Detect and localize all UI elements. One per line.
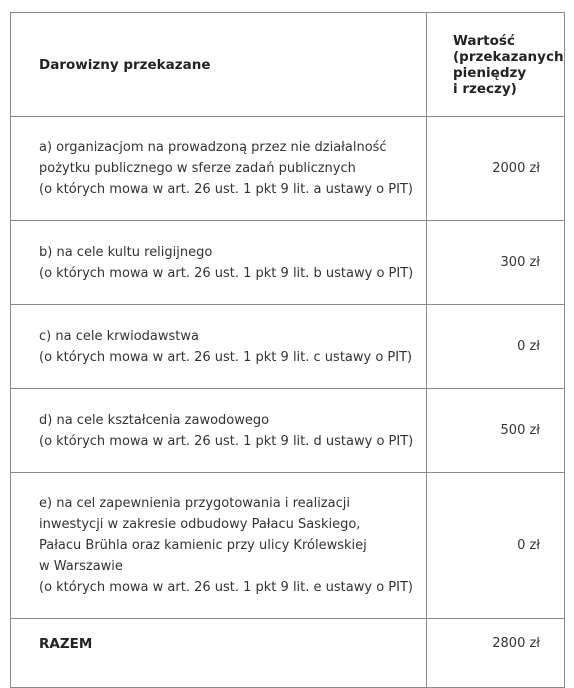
row-description xyxy=(11,389,427,473)
table-header-row xyxy=(11,13,565,117)
row-description-line: (o których mowa w art. 26 ust. 1 pkt 9 lit. d ustawy o PIT) xyxy=(39,433,414,449)
row-description-line: Pałacu Brühla oraz kamienic przy ulicy Królewskiej xyxy=(39,538,367,553)
table-row xyxy=(11,389,565,473)
row-description-line: c) na cele krwiodawstwa xyxy=(39,328,199,344)
table-row xyxy=(11,473,565,619)
row-description-line: w Warszawie xyxy=(39,559,123,574)
row-description xyxy=(11,473,427,619)
row-description-line: inwestycji w zakresie odbudowy Pałacu Saskiego, xyxy=(39,517,361,532)
row-description xyxy=(11,305,427,389)
donations-table xyxy=(10,12,565,688)
header-description: Darowizny przekazane xyxy=(11,13,427,117)
row-value: 2000 zł xyxy=(427,117,565,221)
row-description-line: (o których mowa w art. 26 ust. 1 pkt 9 lit. a ustawy o PIT) xyxy=(39,182,413,197)
row-value: 0 zł xyxy=(427,305,565,389)
header-value-line: (przekazanych xyxy=(453,48,564,65)
total-row xyxy=(11,619,565,688)
row-description-line: d) na cele kształcenia zawodowego xyxy=(39,412,270,428)
row-value: 500 zł xyxy=(427,389,565,473)
row-description-line: pożytku publicznego w sferze zadań publicznych xyxy=(39,161,356,176)
total-value: 2800 zł xyxy=(427,619,565,688)
row-description-line: e) na cel zapewnienia przygotowania i realizacji xyxy=(39,496,350,511)
table-row xyxy=(11,117,565,221)
table-row xyxy=(11,221,565,305)
header-value xyxy=(427,13,565,117)
header-value-line: i rzeczy) xyxy=(453,80,517,97)
row-description-line: a) organizacjom na prowadzoną przez nie działalność xyxy=(39,140,387,155)
row-description-line: b) na cele kultu religijnego xyxy=(39,244,213,260)
header-value-line: Wartość xyxy=(453,32,515,49)
row-description xyxy=(11,221,427,305)
row-value: 0 zł xyxy=(427,473,565,619)
table-row xyxy=(11,305,565,389)
row-value: 300 zł xyxy=(427,221,565,305)
header-value-line: pieniędzy xyxy=(453,64,527,81)
total-label: RAZEM xyxy=(11,619,427,688)
row-description-line: (o których mowa w art. 26 ust. 1 pkt 9 lit. b ustawy o PIT) xyxy=(39,265,414,281)
row-description xyxy=(11,117,427,221)
row-description-line: (o których mowa w art. 26 ust. 1 pkt 9 lit. e ustawy o PIT) xyxy=(39,580,413,595)
row-description-line: (o których mowa w art. 26 ust. 1 pkt 9 lit. c ustawy o PIT) xyxy=(39,349,413,365)
